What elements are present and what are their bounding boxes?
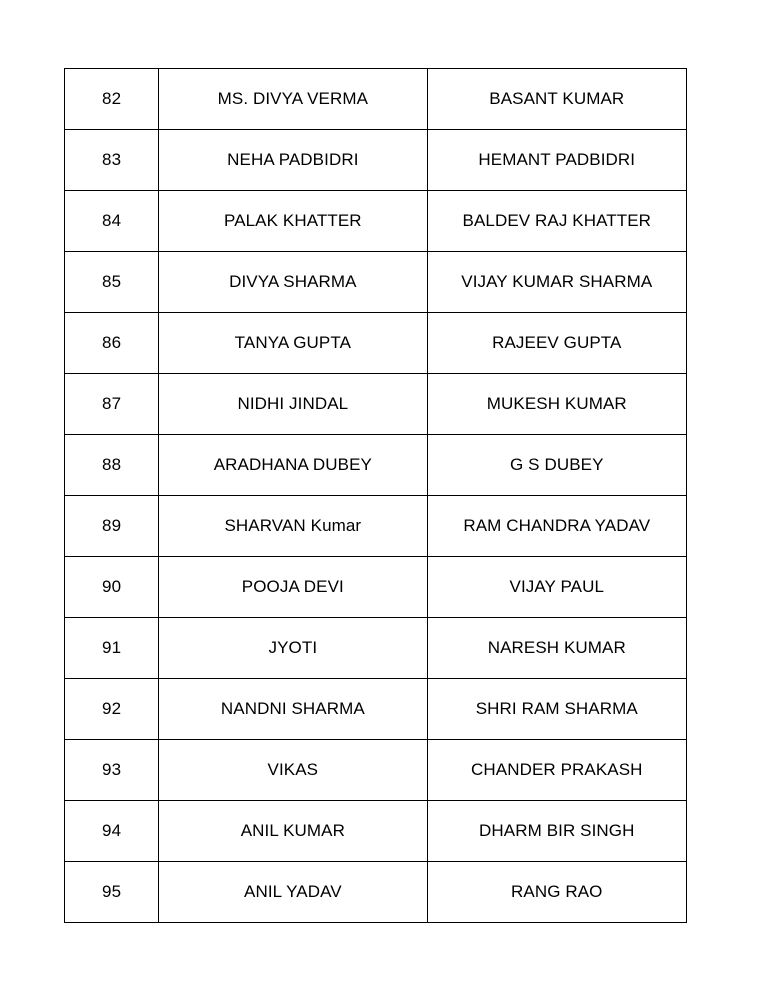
name-cell: NIDHI JINDAL [159, 374, 427, 435]
parent-name-cell: VIJAY KUMAR SHARMA [427, 252, 686, 313]
name-cell: PALAK KHATTER [159, 191, 427, 252]
serial-number-cell: 88 [65, 435, 159, 496]
serial-number-cell: 95 [65, 862, 159, 923]
name-cell: MS. DIVYA VERMA [159, 69, 427, 130]
serial-number-cell: 89 [65, 496, 159, 557]
serial-number-cell: 93 [65, 740, 159, 801]
serial-number-cell: 86 [65, 313, 159, 374]
table-row [65, 740, 687, 801]
parent-name-cell: HEMANT PADBIDRI [427, 130, 686, 191]
table-row [65, 191, 687, 252]
parent-name-cell: NARESH KUMAR [427, 618, 686, 679]
parent-name-cell: CHANDER PRAKASH [427, 740, 686, 801]
parent-name-cell: BALDEV RAJ KHATTER [427, 191, 686, 252]
table-row [65, 862, 687, 923]
serial-number-cell: 94 [65, 801, 159, 862]
parent-name-cell: MUKESH KUMAR [427, 374, 686, 435]
parent-name-cell: RAJEEV GUPTA [427, 313, 686, 374]
name-cell: DIVYA SHARMA [159, 252, 427, 313]
serial-number-cell: 90 [65, 557, 159, 618]
table-row [65, 313, 687, 374]
name-cell: TANYA GUPTA [159, 313, 427, 374]
parent-name-cell: RAM CHANDRA YADAV [427, 496, 686, 557]
table-row [65, 130, 687, 191]
serial-number-cell: 87 [65, 374, 159, 435]
table-row [65, 435, 687, 496]
table-row [65, 679, 687, 740]
table-row [65, 557, 687, 618]
serial-number-cell: 92 [65, 679, 159, 740]
names-table [64, 68, 687, 923]
parent-name-cell: SHRI RAM SHARMA [427, 679, 686, 740]
serial-number-cell: 83 [65, 130, 159, 191]
name-cell: NEHA PADBIDRI [159, 130, 427, 191]
name-cell: JYOTI [159, 618, 427, 679]
serial-number-cell: 91 [65, 618, 159, 679]
name-cell: ANIL KUMAR [159, 801, 427, 862]
table-row [65, 252, 687, 313]
name-cell: NANDNI SHARMA [159, 679, 427, 740]
table-row [65, 374, 687, 435]
name-cell: VIKAS [159, 740, 427, 801]
table-row [65, 69, 687, 130]
parent-name-cell: RANG RAO [427, 862, 686, 923]
name-cell: SHARVAN Kumar [159, 496, 427, 557]
parent-name-cell: BASANT KUMAR [427, 69, 686, 130]
table-row [65, 496, 687, 557]
serial-number-cell: 84 [65, 191, 159, 252]
name-cell: ANIL YADAV [159, 862, 427, 923]
parent-name-cell: DHARM BIR SINGH [427, 801, 686, 862]
name-cell: POOJA DEVI [159, 557, 427, 618]
serial-number-cell: 85 [65, 252, 159, 313]
table-row [65, 618, 687, 679]
parent-name-cell: G S DUBEY [427, 435, 686, 496]
name-cell: ARADHANA DUBEY [159, 435, 427, 496]
serial-number-cell: 82 [65, 69, 159, 130]
table-row [65, 801, 687, 862]
parent-name-cell: VIJAY PAUL [427, 557, 686, 618]
